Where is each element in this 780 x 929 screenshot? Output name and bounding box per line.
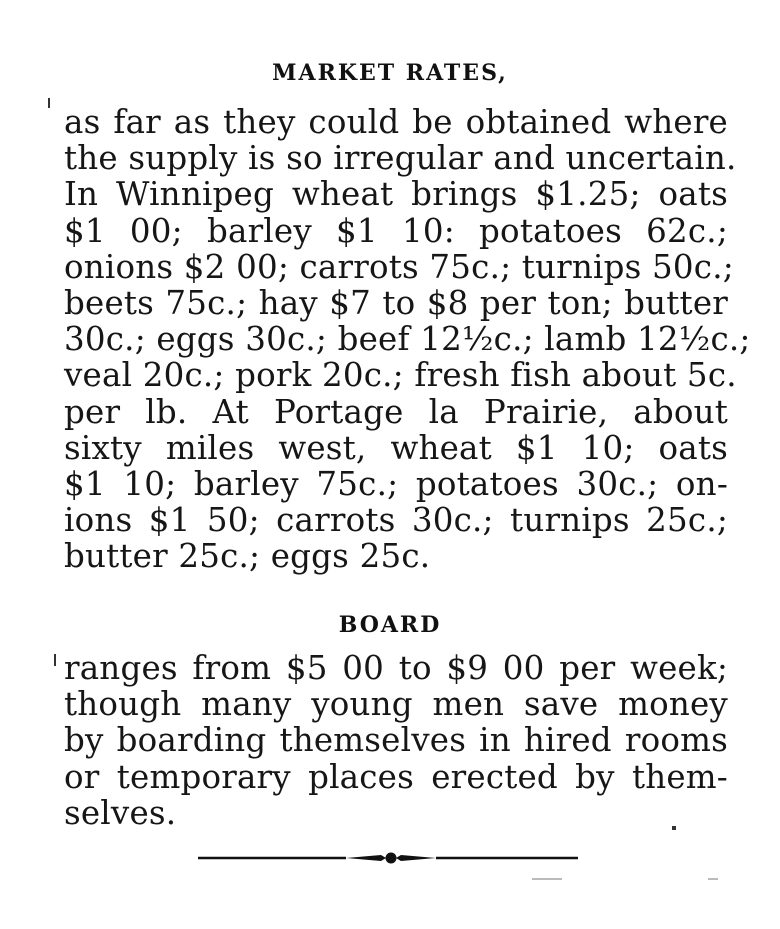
paragraph-line: onions $2 00; carrots 75c.; turnips 50c.; [64,247,734,286]
paragraph-line: though many young men save money [64,685,728,724]
board-paragraph [64,650,728,831]
paragraph-line: as far as they could be obtained where [64,103,728,141]
market-rates-heading: MARKET RATES, [272,60,508,86]
ornamental-rule-icon [196,848,580,868]
paragraph-line: butter 25c.; eggs 25c. [64,537,431,576]
paragraph-line: ions $1 50; carrots 30c.; turnips 25c.; [64,501,728,540]
paragraph-line: veal 20c.; pork 20c.; fresh fish about 5c. [64,356,737,395]
paragraph-line: $1 00; barley $1 10: potatoes 62c.; [64,211,728,250]
paragraph-line: or temporary places erected by them- [64,757,728,796]
paragraph-line: per lb. At Portage la Prairie, about [64,392,728,431]
paragraph-line: In Winnipeg wheat brings $1.25; oats [64,175,728,214]
paragraph-line: ranges from $5 00 to $9 00 per week; [64,649,728,687]
paragraph-line: beets 75c.; hay $7 to $8 per ton; butter [64,284,728,323]
paragraph-line: by boarding themselves in hired rooms [64,721,728,760]
paragraph-line: sixty miles west, wheat $1 10; oats [64,428,728,467]
paragraph-line: the supply is so irregular and uncertain. [64,139,737,178]
paragraph-line: selves. [64,793,177,832]
paragraph-line: 30c.; eggs 30c.; beef 12½c.; lamb 12½c.; [64,320,751,359]
paragraph-line: $1 10; barley 75c.; potatoes 30c.; on- [64,465,728,504]
market-rates-paragraph [64,103,751,576]
board-heading: BOARD [338,612,442,638]
